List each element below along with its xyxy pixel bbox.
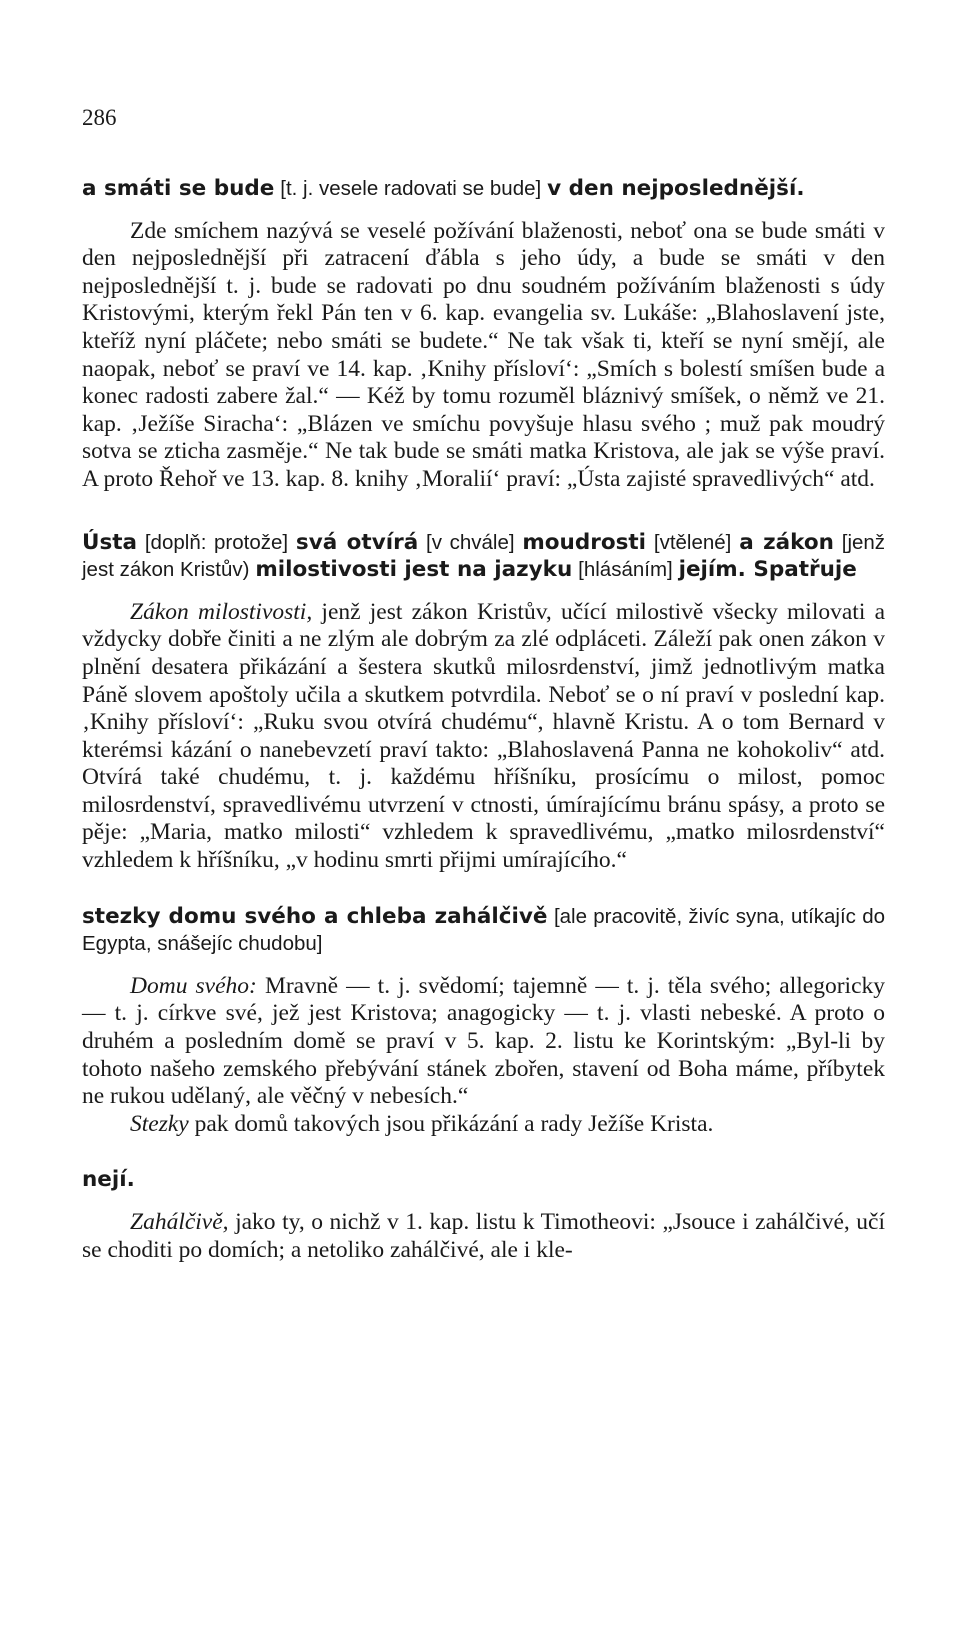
gloss-text: [vtělené] xyxy=(653,530,732,554)
commentary-paragraph-3 xyxy=(82,973,885,1111)
commentary-text: jenž jest zákon Kristův, učící milostivě všecky milovati a vždycky dobře činiti a ne zlým ale dobrým za zlé odpláceti. Záleží pak onen zákon v plnění desatera přikázání a šestera skutků milosrdenství, jimž jednotlivým matka Páně slovem apoštoly učila a skutkem potvrdila. Neboť se o ní praví v poslední kap. ‚Knihy přísloví‘: „Ruku svou otvírá chudému“, hlavně Kristu. A o tom Bernard v kterémsi kázání o nanebevzetí praví takto: „Blahoslavená Panna ne kohokoliv“ atd. Otvírá také chudému, t. j. každému hříšníku, prosícímu o milost, pomoc milosrdenství, spravedlivému utvrzení v ctnosti, úmírajícímu bránu spásy, a proto se pěje: „Maria, matko milosti“ vzhledem k spravedlivému, „matko milosrdenství“ vzhledem k hříšníku, „v hodinu smrti přijmi umírajícího.“ xyxy=(82,598,885,874)
verse-text: svá otvírá xyxy=(295,529,419,555)
verse-text: a zákon xyxy=(739,529,834,555)
commentary-text: Zde smíchem nazývá se veselé požívání blaženosti, neboť ona se bude smáti v den nejposlednější při zatracení ďábla s jeho údy, a bude se smáti v den nejposlednější t. j. bude se radovati po dnu soudném požíváním blaženosti s údy Kristovými, kterým řekl Pán ten v 6. kap. evangelia sv. Lukáše: „Blahoslavení jste, kteříž nyní pláčete; nebo smáti se budete.“ Ne tak však ti, kteří se nyní smějí, ale naopak, neboť se praví ve 14. kap. ‚Knihy přísloví‘: „Smích s bolestí smíšen bude a konec radosti zabere žal.“ — Kéž by tomu rozuměl bláznivý smíšek, o němž ve 21. kap. ‚Ježíše Siracha‘: „Blázen ve smíchu povyšuje hlasu svého ; muž pak moudrý sotva se zticha zasměje.“ Ne tak bude se smáti matka Kristova, ale jak se výše praví. A proto Řehoř ve 13. kap. 8. knihy ‚Moralií‘ praví: „Ústa zajisté spravedlivých“ atd. xyxy=(82,217,885,492)
gloss-text: [t. j. vesele radovati se bude] xyxy=(280,177,542,200)
commentary-text: Mravně — t. j. svědomí; tajemně — t. j. těla svého; allegoricky — t. j. církve své, jež jest Kristova; anagogicky — t. j. vlasti nebeské. A proto o druhém a posledním domě se praví v 5. kap. 2. listu ke Korintským: „Byl-li by tohoto našeho zemského přebývání stánek zbořen, stavení od Boha máme, příbytek ne rukou udělaný, ale věčný v nebesích.“ xyxy=(82,972,886,1110)
verse-text: v den nejposlednější. xyxy=(547,176,805,201)
commentary-lemma: Stezky xyxy=(130,1110,189,1137)
gloss-text: [jenž jest zákon Kristův) xyxy=(82,530,886,582)
commentary-lemma: Zákon milostivosti, xyxy=(130,598,313,625)
commentary-text: jako ty, o nichž v 1. kap. listu k Timotheovi: „Jsouce i zahálčivé, učí se choditi po domích; a netoliko zahálčivé, ale i kle- xyxy=(82,1209,886,1263)
verse-text: nejí. xyxy=(82,1167,135,1193)
verse-paragraph-3 xyxy=(82,903,885,958)
gloss-text: [v chvále] xyxy=(426,530,515,554)
gloss-text: [ale pracovitě, živíc syna, utíkajíc do Egypta, snášejíc chudobu] xyxy=(82,904,886,956)
verse-paragraph-2 xyxy=(82,529,885,584)
verse-text: stezky domu svého a chleba zahálčivě xyxy=(82,903,548,929)
verse-text: a smáti se bude xyxy=(82,176,275,201)
verse-paragraph-1 xyxy=(82,175,885,203)
page-number: 286 xyxy=(82,105,117,130)
commentary-paragraph-5 xyxy=(82,1209,885,1264)
commentary-paragraph-4 xyxy=(82,1111,885,1139)
verse-text: moudrosti xyxy=(522,529,647,555)
verse-text: jejím. Spatřuje xyxy=(678,557,857,583)
verse-text: Ústa xyxy=(82,529,138,555)
commentary-text: pak domů takových jsou přikázání a rady Ježíše Krista. xyxy=(194,1110,714,1137)
commentary-paragraph-1 xyxy=(82,218,885,494)
commentary-lemma: Domu svého: xyxy=(130,972,257,999)
commentary-lemma: Zahálčivě, xyxy=(130,1209,229,1235)
gloss-text: [doplň: protože] xyxy=(144,530,289,554)
verse-text: milostivosti jest na jazyku xyxy=(255,557,573,583)
verse-paragraph-4 xyxy=(82,1166,885,1194)
commentary-paragraph-2 xyxy=(82,599,885,875)
gloss-text: [hlásáním] xyxy=(578,558,673,582)
